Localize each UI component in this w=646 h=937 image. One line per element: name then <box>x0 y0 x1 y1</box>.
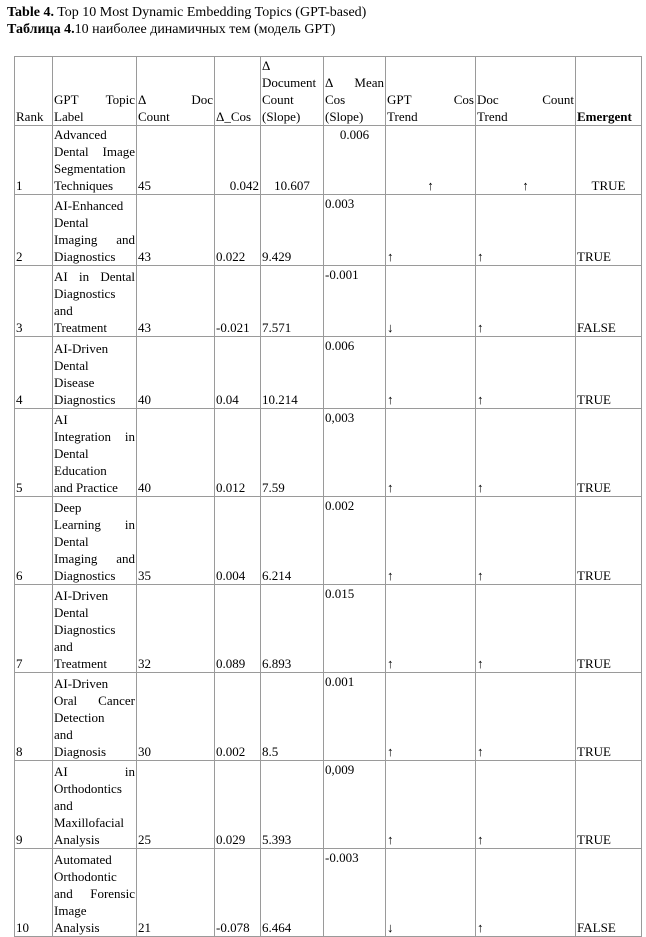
cell-rank <box>15 497 53 585</box>
cell-doc-trend-value: ↑ <box>522 178 529 193</box>
cell-gpt-trend <box>386 673 476 761</box>
cell-rank <box>15 126 53 195</box>
cell-mean-cos <box>324 673 386 761</box>
cell-gpt-trend-value: ↑ <box>387 832 394 847</box>
cell-emergent-value: TRUE <box>577 744 611 759</box>
cell-cos-value: 0.089 <box>216 656 246 671</box>
cell-slope-value: 7.571 <box>262 320 292 335</box>
cell-doc-trend <box>476 409 576 497</box>
topic-label-line: Analysis <box>54 832 100 847</box>
table-row <box>15 195 642 266</box>
cell-doc-count-value: 43 <box>138 320 151 335</box>
cell-doc-count <box>137 337 215 409</box>
cell-rank-value: 3 <box>16 320 23 335</box>
topic-label-line: Orthodontic <box>54 869 117 884</box>
cell-gpt-trend <box>386 337 476 409</box>
cell-slope-value: 9.429 <box>262 249 292 264</box>
topic-label-line: Oral Cancer <box>54 693 135 708</box>
table-row <box>15 585 642 673</box>
cell-doc-trend <box>476 337 576 409</box>
cell-slope <box>261 409 324 497</box>
topic-label-line: Image <box>54 903 87 918</box>
cell-emergent <box>576 337 642 409</box>
cell-emergent <box>576 126 642 195</box>
cell-gpt-trend-value: ↑ <box>387 568 394 583</box>
cell-cos <box>215 497 261 585</box>
cell-doc-trend-value: ↑ <box>477 249 484 264</box>
caption-ru-number: Таблица 4. <box>7 22 75 37</box>
cell-cos-value: 0.012 <box>216 480 246 495</box>
topic-label-line: AI-Enhanced <box>54 198 124 213</box>
cell-cos <box>215 849 261 937</box>
cell-doc-trend-value: ↑ <box>477 320 484 335</box>
cell-emergent <box>576 673 642 761</box>
cell-doc-trend <box>476 497 576 585</box>
cell-mean-cos <box>324 761 386 849</box>
cell-gpt-trend <box>386 761 476 849</box>
topic-label-line: Integration in <box>54 429 135 444</box>
topic-label-line: Imaging and <box>54 232 135 247</box>
cell-emergent-value: TRUE <box>577 832 611 847</box>
cell-emergent <box>576 761 642 849</box>
cell-mean-cos-value: 0.003 <box>325 196 355 211</box>
cell-mean-cos <box>324 266 386 337</box>
topic-label-line: Diagnostics <box>54 622 116 637</box>
cell-gpt-trend <box>386 126 476 195</box>
cell-cos <box>215 195 261 266</box>
cell-doc-count <box>137 266 215 337</box>
topic-label-line: Dental Image <box>54 144 135 159</box>
cell-emergent-value: TRUE <box>577 249 611 264</box>
cell-slope <box>261 126 324 195</box>
cell-slope-value: 6.464 <box>262 920 292 935</box>
topic-label-line: and Practice <box>54 480 118 495</box>
cell-mean-cos-value: 0.002 <box>325 498 355 513</box>
cell-emergent-value: TRUE <box>577 568 611 583</box>
cell-doc-count-value: 45 <box>138 178 151 193</box>
cell-doc-trend-value: ↑ <box>477 480 484 495</box>
table-row <box>15 761 642 849</box>
topic-label-line: Maxillofacial <box>54 815 125 830</box>
cell-gpt-trend-value: ↑ <box>387 744 394 759</box>
cell-cos-value: 0.004 <box>216 568 246 583</box>
topic-label-line: Imaging and <box>54 551 135 566</box>
topic-label-line: Segmentation <box>54 161 126 176</box>
cell-topic-label <box>53 266 137 337</box>
cell-emergent <box>576 585 642 673</box>
cell-slope-value: 7.59 <box>262 480 285 495</box>
header-mean-cos: Δ Mean Cos (Slope) <box>324 57 386 126</box>
cell-rank-value: 10 <box>16 920 29 935</box>
cell-mean-cos <box>324 337 386 409</box>
topic-label-line: AI-Driven <box>54 676 109 691</box>
cell-rank-value: 5 <box>16 480 23 495</box>
topic-label-line: Diagnostics <box>54 568 116 583</box>
cell-topic-label <box>53 761 137 849</box>
cell-mean-cos-value: 0,009 <box>325 762 355 777</box>
caption-ru-text: 10 наиболее динамичных тем (модель GPT) <box>74 22 336 37</box>
cell-rank-value: 6 <box>16 568 23 583</box>
cell-doc-count-value: 30 <box>138 744 151 759</box>
topic-label-line: and <box>54 303 73 318</box>
cell-gpt-trend-value: ↑ <box>387 656 394 671</box>
cell-doc-trend <box>476 849 576 937</box>
topic-label-line: and <box>54 727 73 742</box>
topic-label-line: AI-Driven <box>54 588 109 603</box>
cell-emergent <box>576 266 642 337</box>
cell-slope <box>261 497 324 585</box>
cell-gpt-trend-value: ↑ <box>387 249 394 264</box>
cell-doc-count <box>137 195 215 266</box>
table-row <box>15 673 642 761</box>
cell-rank <box>15 266 53 337</box>
topic-label-line: and <box>54 798 73 813</box>
cell-doc-trend-value: ↑ <box>477 920 484 935</box>
header-rank: Rank <box>15 57 53 126</box>
cell-cos-value: -0.078 <box>216 920 250 935</box>
header-slope: Δ Document Count (Slope) <box>261 57 324 126</box>
caption-ru <box>7 21 643 38</box>
cell-rank-value: 2 <box>16 249 23 264</box>
topic-label-line: Dental <box>54 215 89 230</box>
cell-doc-count <box>137 849 215 937</box>
topic-label-line: Dental <box>54 358 89 373</box>
cell-doc-count <box>137 409 215 497</box>
topic-label-line: Diagnostics <box>54 286 116 301</box>
cell-slope <box>261 337 324 409</box>
table-row <box>15 409 642 497</box>
header-cos: Δ_Cos <box>215 57 261 126</box>
cell-rank-value: 9 <box>16 832 23 847</box>
topic-label-line: Orthodontics <box>54 781 122 796</box>
topic-label-line: Detection <box>54 710 105 725</box>
cell-rank <box>15 337 53 409</box>
cell-slope <box>261 761 324 849</box>
cell-cos <box>215 266 261 337</box>
topic-label-line: Dental <box>54 534 89 549</box>
cell-mean-cos <box>324 126 386 195</box>
table-row <box>15 126 642 195</box>
cell-topic-label <box>53 126 137 195</box>
cell-mean-cos <box>324 849 386 937</box>
cell-topic-label <box>53 337 137 409</box>
cell-gpt-trend-value: ↑ <box>387 480 394 495</box>
cell-cos-value: 0.042 <box>229 178 259 193</box>
cell-doc-count <box>137 761 215 849</box>
cell-doc-count <box>137 126 215 195</box>
cell-doc-count-value: 32 <box>138 656 151 671</box>
cell-doc-count-value: 25 <box>138 832 151 847</box>
cell-doc-trend <box>476 585 576 673</box>
cell-gpt-trend <box>386 195 476 266</box>
topic-label-line: Disease <box>54 375 95 390</box>
cell-topic-label <box>53 409 137 497</box>
cell-topic-label <box>53 849 137 937</box>
cell-cos <box>215 409 261 497</box>
table-row <box>15 266 642 337</box>
table-caption <box>7 4 643 38</box>
cell-mean-cos <box>324 497 386 585</box>
cell-slope <box>261 673 324 761</box>
cell-gpt-trend <box>386 266 476 337</box>
cell-topic-label <box>53 497 137 585</box>
cell-emergent-value: TRUE <box>577 392 611 407</box>
cell-gpt-trend <box>386 497 476 585</box>
cell-topic-label <box>53 195 137 266</box>
cell-emergent-value: TRUE <box>577 480 611 495</box>
cell-emergent <box>576 497 642 585</box>
cell-emergent <box>576 409 642 497</box>
cell-cos-value: 0.002 <box>216 744 246 759</box>
topic-label-line: Dental <box>54 605 89 620</box>
cell-doc-trend <box>476 266 576 337</box>
cell-rank <box>15 195 53 266</box>
cell-mean-cos-value: 0,003 <box>325 410 355 425</box>
topic-label-line: Automated <box>54 852 112 867</box>
table-row <box>15 337 642 409</box>
cell-doc-trend <box>476 195 576 266</box>
topic-label-line: AI in Dental <box>54 269 135 284</box>
cell-emergent <box>576 195 642 266</box>
header-row <box>15 57 642 126</box>
cell-doc-trend-value: ↑ <box>477 832 484 847</box>
cell-rank <box>15 761 53 849</box>
topic-label-line: Treatment <box>54 656 107 671</box>
cell-gpt-trend <box>386 849 476 937</box>
topics-table <box>14 56 642 937</box>
topic-label-line: Education <box>54 463 107 478</box>
cell-mean-cos <box>324 195 386 266</box>
cell-doc-trend-value: ↑ <box>477 656 484 671</box>
topic-label-line: Diagnostics <box>54 249 116 264</box>
cell-doc-count <box>137 585 215 673</box>
caption-en <box>7 4 643 21</box>
topic-label-line: Dental <box>54 446 89 461</box>
topic-label-line: Treatment <box>54 320 107 335</box>
cell-mean-cos <box>324 409 386 497</box>
cell-gpt-trend-value: ↑ <box>427 178 434 193</box>
cell-mean-cos-value: 0.006 <box>325 338 355 353</box>
cell-slope-value: 6.893 <box>262 656 292 671</box>
cell-gpt-trend <box>386 409 476 497</box>
caption-en-number: Table 4. <box>7 5 54 20</box>
cell-doc-count-value: 40 <box>138 480 151 495</box>
cell-cos <box>215 585 261 673</box>
topic-label-line: AI-Driven <box>54 341 109 356</box>
cell-cos-value: -0.021 <box>216 320 250 335</box>
cell-doc-trend-value: ↑ <box>477 568 484 583</box>
cell-cos <box>215 673 261 761</box>
cell-doc-count <box>137 497 215 585</box>
cell-rank <box>15 673 53 761</box>
cell-emergent <box>576 849 642 937</box>
topic-label-line: Deep <box>54 500 82 515</box>
cell-cos <box>215 761 261 849</box>
cell-doc-count <box>137 673 215 761</box>
cell-rank-value: 4 <box>16 392 23 407</box>
cell-cos-value: 0.04 <box>216 392 239 407</box>
cell-slope-value: 6.214 <box>262 568 292 583</box>
cell-doc-trend-value: ↑ <box>477 392 484 407</box>
cell-slope-value: 10.214 <box>262 392 298 407</box>
cell-gpt-trend-value: ↓ <box>387 920 394 935</box>
topic-label-line: and Forensic <box>54 886 135 901</box>
cell-cos <box>215 126 261 195</box>
cell-doc-trend <box>476 126 576 195</box>
cell-mean-cos <box>324 585 386 673</box>
cell-rank <box>15 849 53 937</box>
cell-mean-cos-value: 0.006 <box>339 127 370 142</box>
cell-cos-value: 0.029 <box>216 832 246 847</box>
cell-cos-value: 0.022 <box>216 249 246 264</box>
cell-slope-value: 5.393 <box>262 832 292 847</box>
table-row <box>15 497 642 585</box>
cell-doc-count-value: 21 <box>138 920 151 935</box>
cell-emergent-value: TRUE <box>577 656 611 671</box>
cell-slope <box>261 585 324 673</box>
cell-slope <box>261 195 324 266</box>
cell-rank <box>15 409 53 497</box>
table-row <box>15 849 642 937</box>
caption-en-text: Top 10 Most Dynamic Embedding Topics (GPT-based) <box>53 5 367 20</box>
cell-mean-cos-value: 0.015 <box>325 586 355 601</box>
topic-label-line: and <box>54 639 73 654</box>
cell-doc-trend-value: ↑ <box>477 744 484 759</box>
header-emergent: Emergent <box>576 57 642 126</box>
topic-label-line: Advanced <box>54 127 107 142</box>
cell-slope <box>261 266 324 337</box>
cell-doc-trend <box>476 761 576 849</box>
cell-cos <box>215 337 261 409</box>
cell-rank-value: 7 <box>16 656 23 671</box>
topic-label-line: AI in <box>54 764 135 779</box>
cell-emergent-value: TRUE <box>591 178 626 193</box>
cell-mean-cos-value: -0.003 <box>325 850 359 865</box>
cell-mean-cos-value: 0.001 <box>325 674 355 689</box>
cell-topic-label <box>53 673 137 761</box>
cell-mean-cos-value: -0.001 <box>325 267 359 282</box>
cell-rank-value: 8 <box>16 744 23 759</box>
cell-gpt-trend-value: ↓ <box>387 320 394 335</box>
cell-emergent-value: FALSE <box>577 920 616 935</box>
topic-label-line: Diagnostics <box>54 392 116 407</box>
cell-gpt-trend-value: ↑ <box>387 392 394 407</box>
cell-gpt-trend <box>386 585 476 673</box>
cell-emergent-value: FALSE <box>577 320 616 335</box>
topic-label-line: Analysis <box>54 920 100 935</box>
cell-doc-count-value: 43 <box>138 249 151 264</box>
cell-rank <box>15 585 53 673</box>
topic-label-line: Learning in <box>54 517 135 532</box>
topic-label-line: Diagnosis <box>54 744 106 759</box>
cell-slope-value: 10.607 <box>274 178 310 193</box>
cell-doc-trend <box>476 673 576 761</box>
cell-doc-count-value: 35 <box>138 568 151 583</box>
cell-slope-value: 8.5 <box>262 744 279 759</box>
cell-slope <box>261 849 324 937</box>
header-doc-count: Δ Doc Count <box>137 57 215 126</box>
topic-label-line: AI <box>54 412 68 427</box>
topic-label-line: Techniques <box>54 178 114 193</box>
header-doc-trend: Doc Count Trend <box>476 57 576 126</box>
cell-doc-count-value: 40 <box>138 392 151 407</box>
cell-topic-label <box>53 585 137 673</box>
cell-rank-value: 1 <box>16 178 23 193</box>
header-gpt-trend: GPT Cos Trend <box>386 57 476 126</box>
header-label: GPT Topic Label <box>53 57 137 126</box>
